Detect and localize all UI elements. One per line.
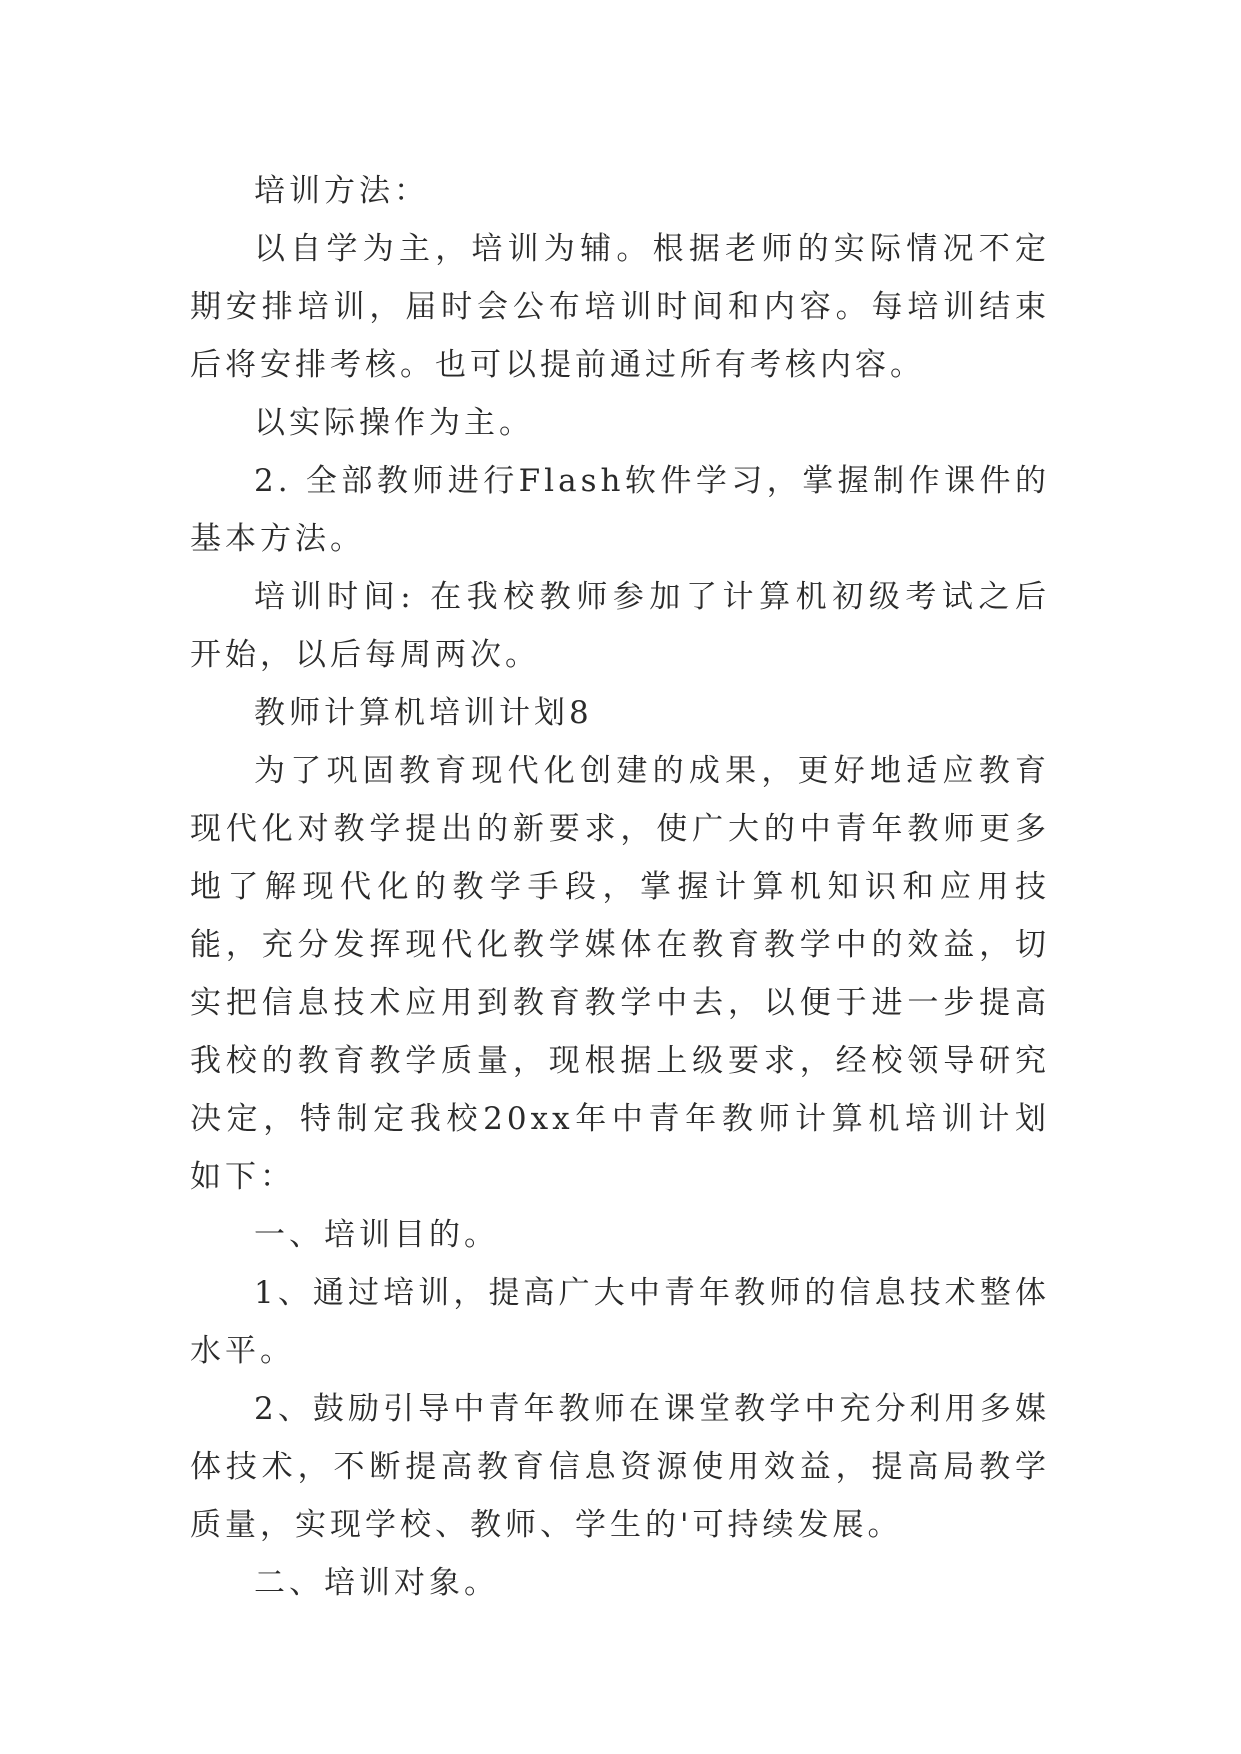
paragraph-flash-learning: 2. 全部教师进行Flash软件学习，掌握制作课件的基本方法。 [190,463,1050,557]
paragraph-practical-operation: 以实际操作为主。 [254,405,534,441]
heading-training-purpose: 一、培训目的。 [254,1217,499,1253]
paragraph-training-method-text: 以自学为主，培训为辅。根据老师的实际情况不定期安排培训，届时会公布培训时间和内容。每培训结束后将安排考核。也可以提前通过所有考核内容。 [190,231,1050,383]
paragraph-purpose-2: 2、鼓励引导中青年教师在课堂教学中充分利用多媒体技术，不断提高教育信息资源使用效益，提高局教学质量，实现学校、教师、学生的'可持续发展。 [190,1391,1050,1543]
paragraph-introduction: 为了巩固教育现代化创建的成果，更好地适应教育现代化对教学提出的新要求，使广大的中青年教师更多地了解现代化的教学手段，掌握计算机知识和应用技能，充分发挥现代化教学媒体在教育教学中的效益，切实把信息技术应用到教育教学中去，以便于进一步提高我校的教育教学质量，现根据上级要求，经校领导研究决定，特制定我校20xx年中青年教师计算机培训计划如下： [190,753,1050,1195]
document-body [190,162,1050,1612]
heading-training-target: 二、培训对象。 [254,1565,499,1601]
paragraph-training-method-heading: 培训方法： [254,173,429,209]
paragraph-training-time: 培训时间: 在我校教师参加了计算机初级考试之后开始，以后每周两次。 [190,579,1050,673]
paragraph-purpose-1: 1、通过培训，提高广大中青年教师的信息技术整体水平。 [190,1275,1050,1369]
section-title: 教师计算机培训计划8 [254,695,593,731]
